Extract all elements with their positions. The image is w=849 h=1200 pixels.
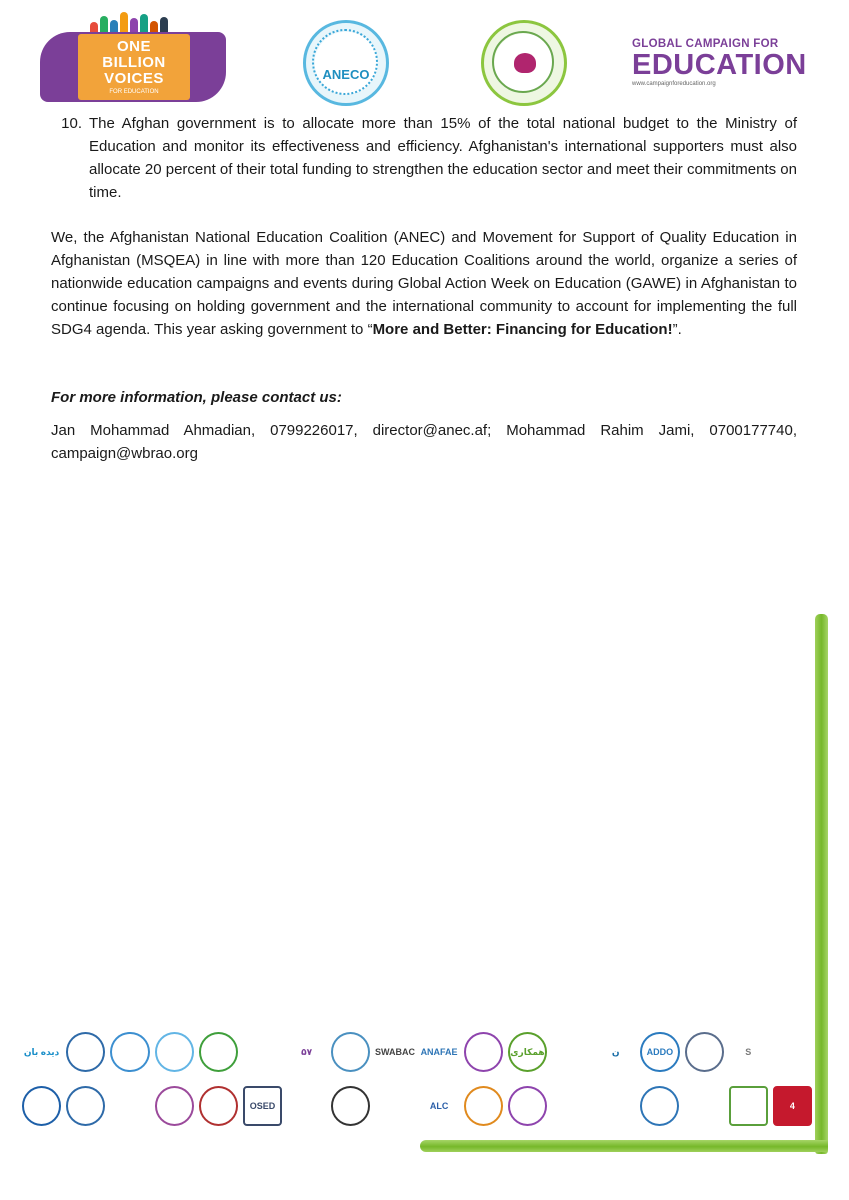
obv-line-3: VOICES [104,70,164,87]
partner-logo: ANAFAE [420,1047,458,1057]
partner-logo [199,1086,238,1126]
partner-logo [331,1086,370,1126]
partner-logo [199,1032,238,1072]
aneco-logo [303,20,389,106]
page-header [0,0,849,110]
partner-logos [22,1030,812,1138]
green-border-right [815,614,828,1154]
partner-logo [287,1086,326,1126]
gce-top-text: GLOBAL CAMPAIGN FOR [632,38,779,50]
partner-logo [155,1032,194,1072]
partner-logo [464,1086,503,1126]
partner-logo: دیده بان [23,1046,60,1057]
gce-url: www.campaignforeducation.org [632,81,716,87]
gce-main-text: EDUCATION [632,49,807,81]
partner-logo [773,1032,812,1072]
partner-logo: OSED [243,1086,282,1126]
partner-logo [685,1032,724,1072]
obv-line-1: ONE [116,38,151,55]
partner-logos-row-1 [22,1030,812,1074]
partner-logo: ن [611,1046,620,1057]
paragraph-bold-slogan: More and Better: Financing for Education! [372,321,673,338]
contact-details: Jan Mohammad Ahmadian, 0799226017, director@anec.af; Mohammad Rahim Jami, 0700177740, campaign@wbrao.org [51,422,797,462]
inkwell-icon [514,53,536,73]
one-billion-voices-logo [40,10,226,102]
partner-logo [22,1086,61,1126]
partner-logo: همکاری [508,1032,547,1072]
partner-logo: ADDO [640,1032,679,1072]
partner-logo: ALC [429,1101,449,1111]
paragraph-text: We, the Afghanistan National Education Coalition (ANEC) and Movement for Support of Quality Education in Afghanistan (MSQEA) in line with more than 120 Education Coalitions around the world, organize a series of nationwide education campaigns and events during Global Action Week on Education (GAWE) in Afghanistan to continue focusing on holding government and the international community to account for implementing the full SDG4 agenda. This year asking government to “ [51,229,797,338]
partner-logo [552,1032,591,1072]
list-item-10 [51,112,797,204]
partner-logo [375,1086,414,1126]
partner-logo [243,1032,282,1072]
green-border-bottom [420,1140,828,1152]
partner-logo [464,1032,503,1072]
partner-logo: S [745,1047,752,1057]
orange-label-box [78,34,190,100]
list-number: 10. [61,115,82,132]
partner-logo [66,1032,105,1072]
aneco-label: ANECO [322,67,370,82]
aneco-ring [312,29,378,95]
partner-logo: ۵۷ [301,1046,313,1057]
partner-logo [155,1086,194,1126]
msqea-logo [481,20,567,106]
partner-logo [110,1032,149,1072]
partner-logo: 4 [773,1086,812,1126]
obv-line-2: BILLION [102,54,166,71]
partner-logo [596,1086,635,1126]
document-body [51,112,797,465]
gce-logo [632,38,818,98]
partner-logo [331,1032,370,1072]
partner-logo [508,1086,547,1126]
partner-logo [110,1086,149,1126]
paragraph-end: ”. [672,321,682,338]
partner-logo [684,1086,723,1126]
contact-heading: For more information, please contact us: [51,389,342,406]
partner-logo [552,1086,591,1126]
partner-logo [729,1086,768,1126]
partner-logos-row-2 [22,1084,812,1128]
coalition-paragraph [51,226,797,341]
list-text: The Afghan government is to allocate more than 15% of the total national budget to the Ministry of Education and monitor its effectiveness and efficiency. Afghanistan's international supporters must also allocate 20 percent of their total funding to strengthen the education sector and meet their commitments on time. [89,115,797,201]
partner-logo [640,1086,679,1126]
partner-logo: SWABAC [375,1047,415,1057]
partner-logo [66,1086,105,1126]
obv-line-4: FOR EDUCATION [109,89,159,95]
